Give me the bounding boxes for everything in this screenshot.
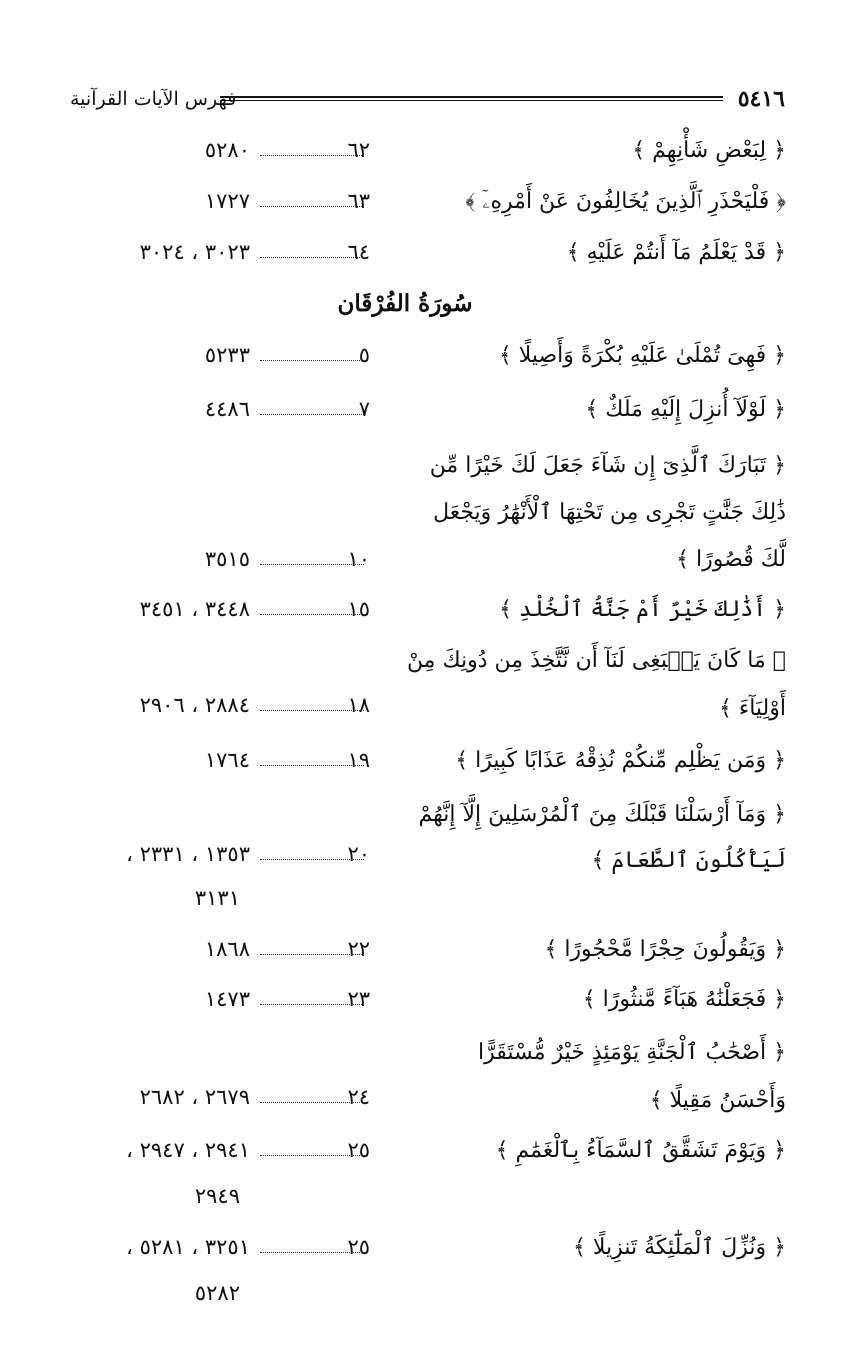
dot-leader [260,1252,364,1253]
reference-numbers: ٢٦٧٩ ، ٢٦٨٢ [139,1085,250,1109]
reference-numbers: ٢٩٤١ ، ٢٩٤٧ ، [126,1138,250,1162]
verse-text-line: ﴿ لَوْلَآ أُنزِلَ إِلَيْهِ مَلَكٌ ﴾ [585,397,786,422]
verse-text-line: وَأَحْسَنُ مَقِيلًا ﴾ [649,1088,786,1113]
verse-text-line: لَيَأْكُلُونَ ٱلطَّعَامَ ﴾ [591,848,786,873]
verse-number: ٢٤ [347,1085,370,1109]
verse-text-line: ﴿ وَمَن يَظْلِم مِّنكُمْ نُذِقْهُ عَذَابًا كَبِيرًا ﴾ [455,748,786,773]
verse-number: ٧ [358,397,370,421]
reference-numbers: ١٨٦٨ [204,937,250,961]
verse-text-line: لَّكَ قُصُورًا ﴾ [676,547,786,572]
verse-text-line: ﴿ وَيَقُولُونَ حِجْرًا مَّحْجُورًا ﴾ [544,937,786,962]
verse-number: ١٠ [347,547,370,571]
dot-leader [260,1004,364,1005]
verse-number: ٦٣ [347,189,370,213]
reference-numbers: ١٧٦٤ [204,748,250,772]
dot-leader [260,765,364,766]
verse-text-line: ﴿ وَيَوْمَ تَشَقَّقُ ٱلسَّمَآءُ بِٱلْغَمَٰمِ ﴾ [495,1138,786,1163]
reference-numbers: ٥٢٨٠ [204,138,250,162]
dot-leader [260,257,364,258]
dot-leader [260,710,364,711]
dot-leader [260,1102,364,1103]
dot-leader [260,614,364,615]
verse-text-line: ﴿ قَدْ يَعْلَمُ مَآ أَنتُمْ عَلَيْهِ ﴾ [566,240,786,265]
verse-number: ٢٣ [347,987,370,1011]
verse-number: ١٥ [347,597,370,621]
verse-text-line: ﴿ وَنُزِّلَ ٱلْمَلَٰٓئِكَةُ تَنزِيلًا ﴾ [573,1235,786,1260]
verse-number: ١٨ [347,693,370,717]
verse-number: ٢٥ [347,1138,370,1162]
surah-title: سُورَةُ الفُرْقَان [337,290,473,317]
verse-text-line: ﴿ وَمَآ أَرْسَلْنَا قَبْلَكَ مِنَ ٱلْمُرْسَلِينَ إِلَّآ إِنَّهُمْ [418,802,786,827]
verse-number: ٢٢ [347,937,370,961]
reference-numbers: ٣٢٥١ ، ٥٢٨١ ، [126,1235,250,1259]
dot-leader [260,1155,364,1156]
dot-leader [260,859,364,860]
dot-leader [260,360,364,361]
reference-numbers: ٢٨٨٤ ، ٢٩٠٦ [139,693,250,717]
reference-numbers: ٣٥١٥ [204,547,250,571]
verse-text-line: ﴿ أَصْحَٰبُ ٱلْجَنَّةِ يَوْمَئِذٍ خَيْرٌ مُّسْتَقَرًّا [478,1040,786,1065]
reference-numbers: ٤٤٨٦ [204,397,250,421]
reference-numbers: ٣٠٢٣ ، ٣٠٢٤ [139,240,250,264]
dot-leader [260,155,364,156]
verse-number: ٦٢ [347,138,370,162]
verse-text-line: ﴿ مَا كَانَ يَنۢبَغِى لَنَآ أَن نَّتَّخِذَ مِن دُونِكَ مِنْ [406,648,786,673]
verse-text-line: ﴿ تَبَارَكَ ٱلَّذِىٓ إِن شَآءَ جَعَلَ لَكَ خَيْرًا مِّن [429,453,786,478]
reference-numbers: ١٤٧٣ [204,987,250,1011]
verse-text-line: أَوْلِيَآءَ ﴾ [718,696,786,721]
verse-text-line: ﴿ فَلْيَحْذَرِ ٱلَّذِينَ يُخَالِفُونَ عَنْ أَمْرِهِۦٓ ﴾ [465,189,786,214]
verse-number: ٢٥ [347,1235,370,1259]
reference-numbers: ١٣٥٣ ، ٢٣٣١ ، [126,842,250,866]
reference-numbers-continued: ٥٢٨٢ [194,1281,240,1305]
reference-numbers: ٥٢٣٣ [204,343,250,367]
reference-numbers-continued: ٢٩٤٩ [194,1184,240,1208]
verse-text-line: ﴿ أَذَٰلِكَ خَيْرٌ أَمْ جَنَّةُ ٱلْخُلْدِ ﴾ [499,597,786,622]
verse-text-line: ذَٰلِكَ جَنَّٰتٍ تَجْرِى مِن تَحْتِهَا ٱلْأَنْهَٰرُ وَيَجْعَل [433,500,786,525]
reference-numbers: ١٧٢٧ [204,189,250,213]
dot-leader [260,414,364,415]
verse-text-line: ﴿ فَجَعَلْنَٰهُ هَبَآءً مَّنثُورًا ﴾ [582,987,786,1012]
dot-leader [260,954,364,955]
verse-text-line: ﴿ فَهِىَ تُمْلَىٰ عَلَيْهِ بُكْرَةً وَأَصِيلًا ﴾ [498,343,786,368]
verse-number: ٦٤ [347,240,370,264]
page-number: ٥٤١٦ [737,86,785,112]
reference-numbers-continued: ٣١٣١ [194,886,240,910]
dot-leader [260,564,364,565]
dot-leader [260,206,364,207]
verse-number: ٢٠ [347,842,370,866]
reference-numbers: ٣٤٤٨ ، ٣٤٥١ [139,597,250,621]
verse-text-line: ﴿ لِبَعْضِ شَأْنِهِمْ ﴾ [632,138,786,163]
verse-number: ١٩ [347,748,370,772]
running-title: فهرس الآيات القرآنية [70,88,237,110]
verse-number: ٥ [358,343,370,367]
